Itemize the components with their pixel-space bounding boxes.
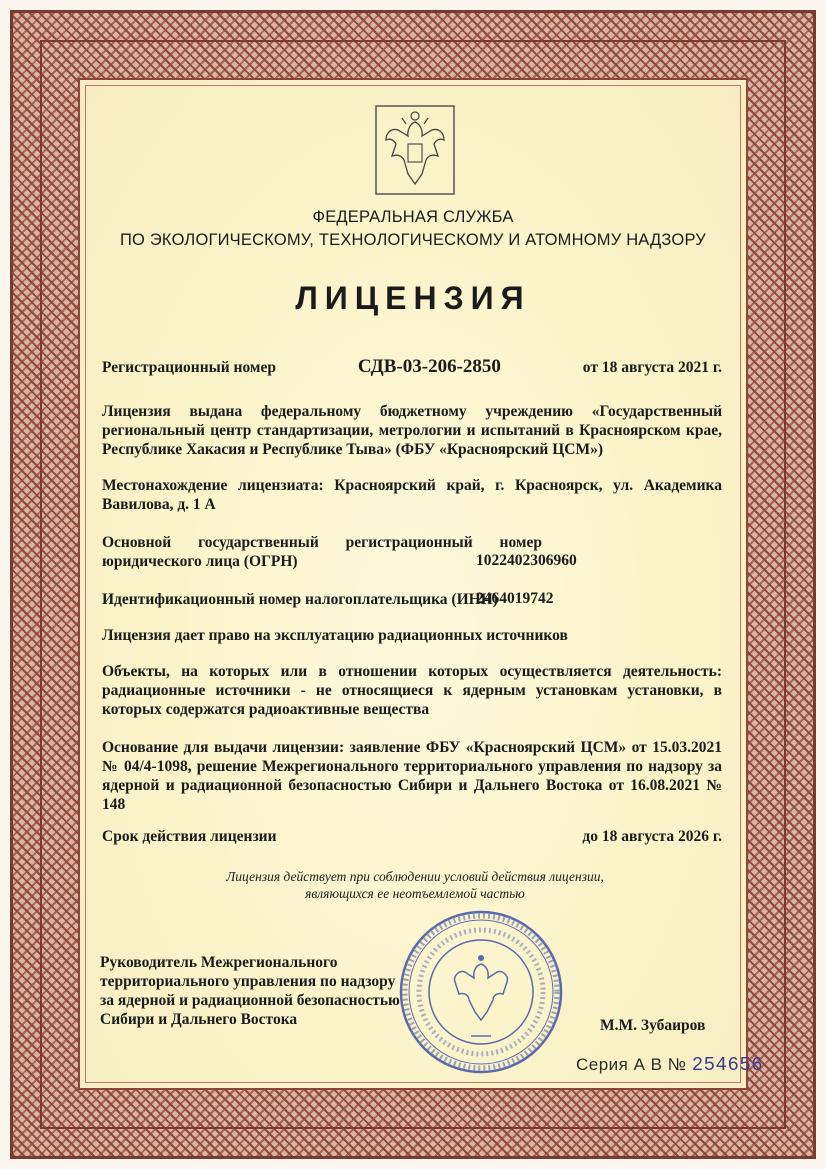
note-line-1: Лицензия действует при соблюдении условий действия лицензии, bbox=[226, 869, 604, 884]
signer-name: М.М. Зубаиров bbox=[600, 1017, 706, 1034]
validity-label: Срок действия лицензии bbox=[102, 828, 277, 845]
form-series bbox=[576, 1054, 763, 1076]
signatory-line-1: Руководитель Межрегионального bbox=[100, 954, 338, 971]
series-letters: А В bbox=[633, 1055, 663, 1074]
agency-line-1: ФЕДЕРАЛЬНАЯ СЛУЖБА bbox=[312, 208, 514, 226]
registration-date: от 18 августа 2021 г. bbox=[582, 359, 722, 376]
note-line-2: являющихся ее неотъемлемой частью bbox=[305, 886, 525, 901]
signatory-line-3: за ядерной и радиационной безопасностью bbox=[100, 992, 400, 1009]
registration-row bbox=[102, 357, 722, 377]
series-number-sign: № bbox=[667, 1055, 687, 1074]
license-right: Лицензия дает право на эксплуатацию радиационных источников bbox=[102, 627, 568, 644]
series-label: Серия bbox=[576, 1055, 629, 1074]
objects-paragraph: Объекты, на которых или в отношении которых осуществляется деятельность: радиационные источники - не относящиеся к ядерным установкам установки, в которых содержатся радиоактивные вещества bbox=[102, 663, 722, 718]
document-title: ЛИЦЕНЗИЯ bbox=[295, 280, 531, 316]
basis-paragraph: Основание для выдачи лицензии: заявление ФБУ «Красноярский ЦСМ» от 15.03.2021 № 04/4-1098, решение Межрегионального территориального управления по надзору за ядерной и радиационной безопасностью Сибири и Дальнего Востока от 16.08.2021 № 148 bbox=[102, 739, 722, 813]
agency-name bbox=[100, 206, 726, 252]
ogrn-label-line-2: юридического лица (ОГРН) bbox=[102, 553, 298, 570]
registration-number: СДВ-03-206-2850 bbox=[357, 356, 501, 377]
ogrn-label-line-1: Основной государственный регистрационный номер bbox=[102, 534, 542, 551]
signatory-title bbox=[100, 953, 430, 1029]
double-headed-eagle-emblem-icon bbox=[374, 104, 456, 196]
inn-label: Идентификационный номер налогоплательщика (ИНН) bbox=[102, 591, 498, 608]
signatory-line-4: Сибири и Дальнего Востока bbox=[100, 1011, 298, 1028]
series-number: 254656 bbox=[691, 1054, 764, 1076]
location-paragraph: Местонахождение лицензиата: Красноярский край, г. Красноярск, ул. Академика Вавилова, д. 1 А bbox=[102, 477, 722, 513]
agency-line-2: ПО ЭКОЛОГИЧЕСКОМУ, ТЕХНОЛОГИЧЕСКОМУ И АТОМНОМУ НАДЗОРУ bbox=[120, 231, 706, 249]
inn-value: 2464019742 bbox=[476, 590, 554, 607]
registration-label: Регистрационный номер bbox=[102, 359, 276, 376]
conditions-note bbox=[120, 868, 710, 902]
validity-value: до 18 августа 2026 г. bbox=[582, 828, 722, 845]
ogrn-value: 1022402306960 bbox=[476, 552, 577, 569]
signatory-line-2: территориального управления по надзору bbox=[100, 973, 396, 990]
validity-row bbox=[102, 827, 722, 846]
issued-to-paragraph: Лицензия выдана федеральному бюджетному учреждению «Государственный региональный центр стандартизации, метрологии и испытаний в Красноярском крае, Республике Хакасия и Республике Тыва» (ФБУ «Красноярский ЦСМ») bbox=[102, 403, 722, 458]
